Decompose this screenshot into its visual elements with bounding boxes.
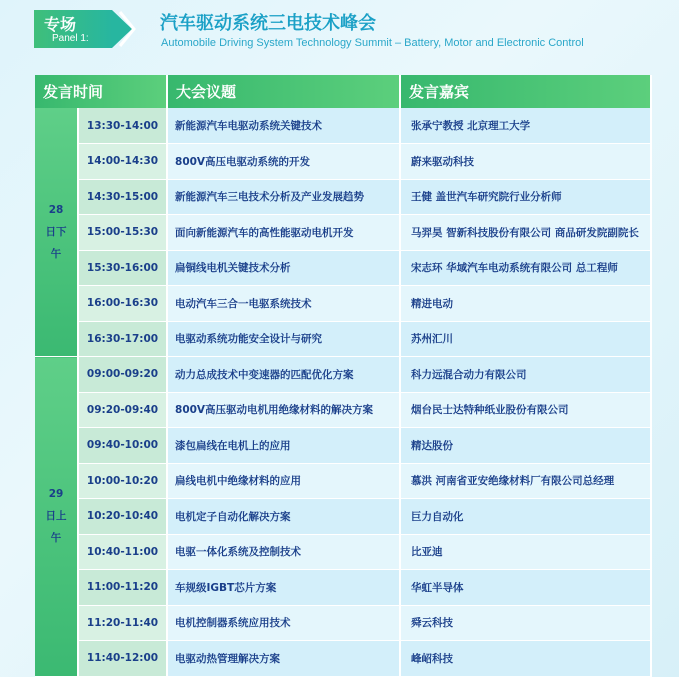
speaker-cell: 巨力自动化 [400, 499, 651, 535]
topic-cell: 电驱一体化系统及控制技术 [167, 534, 400, 570]
speaker-cell: 科力远混合动力有限公司 [400, 357, 651, 393]
header-topic: 大会议题 [167, 75, 400, 108]
topic-cell: 动力总成技术中变速器的匹配优化方案 [167, 357, 400, 393]
speaker-cell: 张承宁教授 北京理工大学 [400, 108, 651, 144]
topic-cell: 电机控制器系统应用技术 [167, 605, 400, 641]
table-row [35, 357, 651, 393]
speaker-cell: 苏州汇川 [400, 321, 651, 357]
speaker-cell: 慕洪 河南省亚安绝缘材料厂有限公司总经理 [400, 463, 651, 499]
header-speaker: 发言嘉宾 [400, 75, 651, 108]
day-label [35, 108, 78, 357]
header-time: 发言时间 [35, 75, 167, 108]
table-row [35, 499, 651, 535]
topic-cell: 新能源汽车三电技术分析及产业发展趋势 [167, 179, 400, 215]
topic-cell: 800V高压电驱动系统的开发 [167, 144, 400, 180]
time-cell: 16:30-17:00 [78, 321, 167, 357]
table-row [35, 144, 651, 180]
page-subtitle: Automobile Driving System Technology Summit – Battery, Motor and Electronic Control [161, 37, 584, 49]
table-row [35, 286, 651, 322]
topic-cell: 漆包扁线在电机上的应用 [167, 428, 400, 464]
speaker-cell: 比亚迪 [400, 534, 651, 570]
speaker-cell: 精进电动 [400, 286, 651, 322]
table-row [35, 392, 651, 428]
speaker-cell: 王健 盖世汽车研究院行业分析师 [400, 179, 651, 215]
day-label-text: 29日上午 [45, 488, 67, 545]
table-row [35, 605, 651, 641]
table-row [35, 250, 651, 286]
time-cell: 13:30-14:00 [78, 108, 167, 144]
table-row [35, 534, 651, 570]
time-cell: 16:00-16:30 [78, 286, 167, 322]
panel-sub-label: Panel 1: [52, 33, 89, 44]
speaker-cell: 马羿昊 智新科技股份有限公司 商品研发院副院长 [400, 215, 651, 251]
page-title: 汽车驱动系统三电技术峰会 [160, 13, 376, 34]
time-cell: 09:40-10:00 [78, 428, 167, 464]
topic-cell: 车规级IGBT芯片方案 [167, 570, 400, 606]
topic-cell: 800V高压驱动电机用绝缘材料的解决方案 [167, 392, 400, 428]
time-cell: 15:30-16:00 [78, 250, 167, 286]
agenda-body [35, 108, 651, 676]
topic-cell: 电机定子自动化解决方案 [167, 499, 400, 535]
day-label-text: 28日下午 [45, 204, 67, 260]
table-row [35, 641, 651, 677]
topic-cell: 扁线电机中绝缘材料的应用 [167, 463, 400, 499]
speaker-cell: 精达股份 [400, 428, 651, 464]
topic-cell: 新能源汽车电驱动系统关键技术 [167, 108, 400, 144]
topic-cell: 电驱动系统功能安全设计与研究 [167, 321, 400, 357]
time-cell: 09:00-09:20 [78, 357, 167, 393]
chevron-right-icon [116, 10, 138, 48]
speaker-cell: 宋志环 华域汽车电动系统有限公司 总工程师 [400, 250, 651, 286]
topic-cell: 电动汽车三合一电驱系统技术 [167, 286, 400, 322]
time-cell: 14:00-14:30 [78, 144, 167, 180]
time-cell: 15:00-15:30 [78, 215, 167, 251]
speaker-cell: 峰岹科技 [400, 641, 651, 677]
table-row [35, 215, 651, 251]
time-cell: 11:20-11:40 [78, 605, 167, 641]
day-label [35, 357, 78, 677]
table-row [35, 179, 651, 215]
table-header-row [35, 75, 651, 108]
time-cell: 10:40-11:00 [78, 534, 167, 570]
time-cell: 11:00-11:20 [78, 570, 167, 606]
time-cell: 09:20-09:40 [78, 392, 167, 428]
speaker-cell: 华虹半导体 [400, 570, 651, 606]
table-row [35, 463, 651, 499]
header [0, 0, 679, 72]
speaker-cell: 烟台民士达特种纸业股份有限公司 [400, 392, 651, 428]
topic-cell: 扁铜线电机关键技术分析 [167, 250, 400, 286]
table-row [35, 108, 651, 144]
agenda-table [35, 75, 652, 677]
topic-cell: 面向新能源汽车的高性能驱动电机开发 [167, 215, 400, 251]
panel-label: 专场 [44, 15, 77, 34]
table-row [35, 321, 651, 357]
time-cell: 10:00-10:20 [78, 463, 167, 499]
topic-cell: 电驱动热管理解决方案 [167, 641, 400, 677]
time-cell: 10:20-10:40 [78, 499, 167, 535]
time-cell: 11:40-12:00 [78, 641, 167, 677]
speaker-cell: 舜云科技 [400, 605, 651, 641]
table-row [35, 570, 651, 606]
speaker-cell: 蔚来驱动科技 [400, 144, 651, 180]
table-row [35, 428, 651, 464]
time-cell: 14:30-15:00 [78, 179, 167, 215]
